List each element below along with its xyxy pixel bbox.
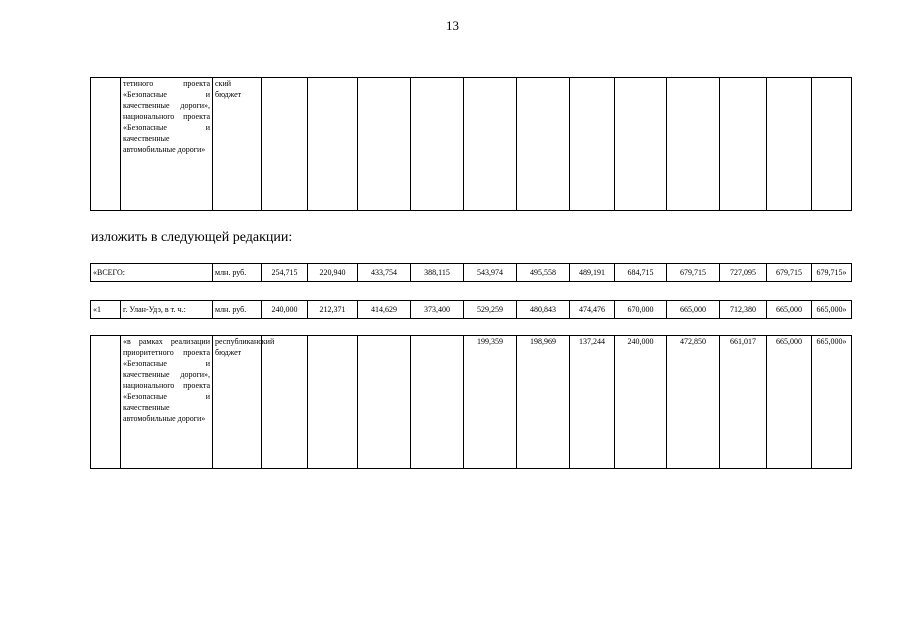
value-cell: 684,715	[615, 264, 667, 282]
value-cell: 212,371	[308, 301, 358, 319]
value-cell	[358, 78, 411, 211]
value-cell: 388,115	[411, 264, 464, 282]
value-cell: 670,000	[615, 301, 667, 319]
value-cell: 679,715	[767, 264, 812, 282]
table-row	[91, 336, 852, 469]
row-number-cell	[91, 336, 121, 469]
value-cell	[570, 78, 615, 211]
value-cell: 543,974	[464, 264, 517, 282]
value-cell	[667, 78, 720, 211]
value-cell: 489,191	[570, 264, 615, 282]
row-number-cell: «1	[91, 301, 121, 319]
value-cell	[767, 78, 812, 211]
table-row	[91, 301, 852, 319]
value-cell: 480,843	[517, 301, 570, 319]
value-cell: 665,000»	[812, 301, 852, 319]
value-cell: 373,400	[411, 301, 464, 319]
row-number-cell	[91, 78, 121, 211]
value-cell	[517, 78, 570, 211]
city-table	[90, 300, 852, 319]
value-cell: 665,000	[767, 301, 812, 319]
unit-cell: ский бюджет	[213, 78, 262, 211]
value-cell: 240,000	[615, 336, 667, 469]
unit-cell: млн. руб.	[213, 264, 262, 282]
project-table	[90, 335, 852, 469]
value-cell: 240,000	[262, 301, 308, 319]
value-cell: 529,259	[464, 301, 517, 319]
page-number: 13	[446, 18, 459, 33]
total-label-cell: «ВСЕГО:	[91, 264, 213, 282]
value-cell: 137,244	[570, 336, 615, 469]
unit-cell: млн. руб.	[213, 301, 262, 319]
lead-text: изложить в следующей редакции:	[91, 230, 293, 245]
city-label-cell: г. Улан-Удэ, в т. ч.:	[121, 301, 213, 319]
value-cell	[411, 78, 464, 211]
value-cell: 661,017	[720, 336, 767, 469]
value-cell: 679,715	[667, 264, 720, 282]
value-cell	[615, 78, 667, 211]
value-cell: 665,000	[767, 336, 812, 469]
value-cell	[812, 78, 852, 211]
value-cell: 254,715	[262, 264, 308, 282]
value-cell: 198,969	[517, 336, 570, 469]
value-cell: 495,558	[517, 264, 570, 282]
value-cell: 665,000»	[812, 336, 852, 469]
value-cell	[262, 336, 308, 469]
unit-cell: республиканский бюджет	[213, 336, 262, 469]
value-cell: 472,850	[667, 336, 720, 469]
value-cell	[308, 336, 358, 469]
table-row	[91, 78, 852, 211]
value-cell: 474,476	[570, 301, 615, 319]
value-cell: 712,380	[720, 301, 767, 319]
value-cell	[720, 78, 767, 211]
project-name-cell: «в рамках реализации приоритетного проекта «Безопасные и качественные дороги», национального проекта «Безопасные и качественные автомобильные дороги»	[121, 336, 213, 469]
value-cell: 665,000	[667, 301, 720, 319]
value-cell	[262, 78, 308, 211]
value-cell	[411, 336, 464, 469]
value-cell: 220,940	[308, 264, 358, 282]
value-cell	[358, 336, 411, 469]
previous-table	[90, 77, 852, 211]
value-cell	[308, 78, 358, 211]
table-row	[91, 264, 852, 282]
total-table	[90, 263, 852, 282]
value-cell	[464, 78, 517, 211]
value-cell: 199,359	[464, 336, 517, 469]
value-cell: 414,629	[358, 301, 411, 319]
project-name-cell: тетиного проекта «Безопасные и качественные дороги», национального проекта «Безопасные и качественные автомобильные дороги»	[121, 78, 213, 211]
value-cell: 679,715»	[812, 264, 852, 282]
value-cell: 727,095	[720, 264, 767, 282]
value-cell: 433,754	[358, 264, 411, 282]
